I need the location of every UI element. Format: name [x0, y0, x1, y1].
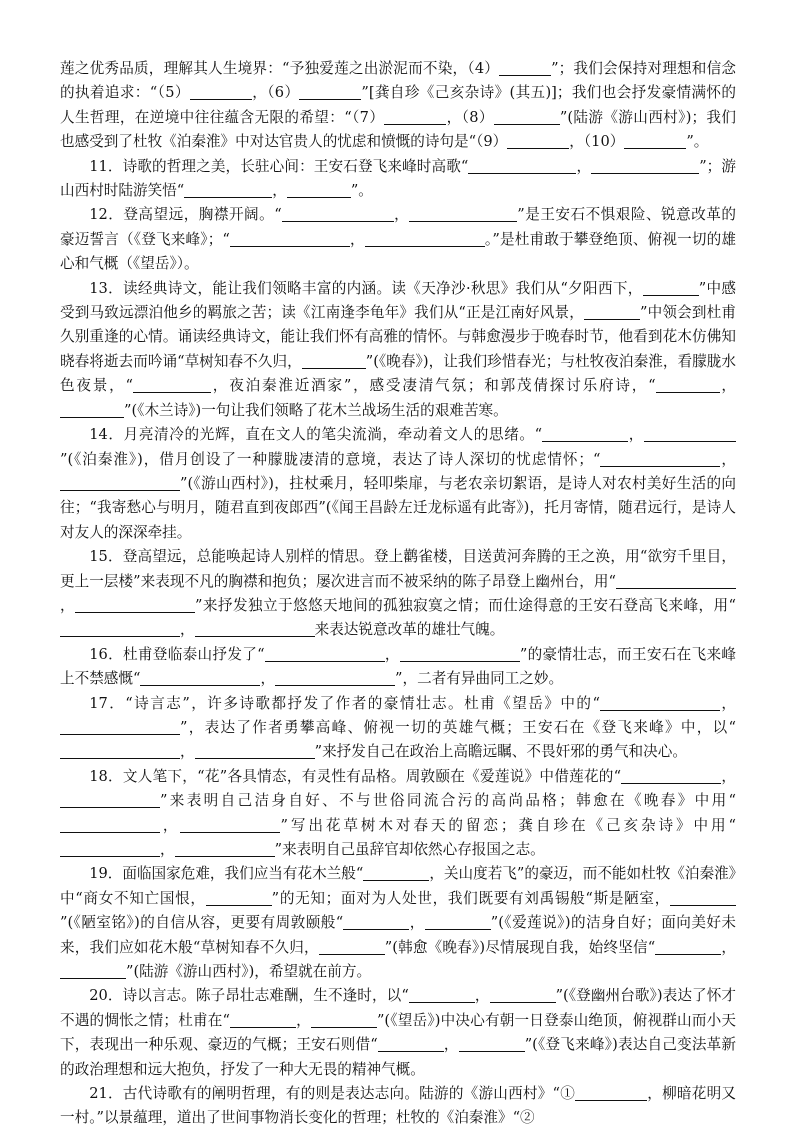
question-text: ”来表明自己洁身自好、不与世俗同流合污的高尚品格；韩愈在《晚春》中用“	[160, 792, 736, 810]
answer-blank[interactable]	[75, 597, 195, 613]
question-paragraph-p16	[60, 643, 736, 692]
answer-blank[interactable]	[60, 793, 160, 809]
answer-blank[interactable]	[190, 85, 252, 101]
answer-blank[interactable]	[616, 573, 736, 589]
answer-blank[interactable]	[175, 841, 275, 857]
question-text: ”写出花草树木对春天的留恋；龚自珍在《己亥杂诗》中用“	[280, 816, 736, 834]
answer-blank[interactable]	[425, 915, 491, 931]
question-text: ”。	[686, 133, 709, 151]
question-text: ”中领会到杜甫久别重逢的心情。诵读经典诗文，能让我们怀有高雅的情怀。与韩愈漫步于晚春时节，他看到花木仿佛知晓春将逝去而吟诵“草树知春不久归，	[60, 304, 736, 370]
question-paragraph-p18	[60, 765, 736, 863]
question-text: 来表达锐意改革的雄壮气魄。	[314, 621, 505, 639]
question-text: ”(《望岳》)中决心有朝一日登泰山绝顶，俯视群山而小天下，表现出一种乐观、豪迈的气概；王安石则借“	[60, 1011, 736, 1054]
answer-blank[interactable]	[287, 182, 351, 198]
question-text: 19．面临国家危难，我们应当有花木兰般“	[89, 865, 364, 883]
answer-blank[interactable]	[60, 744, 180, 760]
answer-blank[interactable]	[459, 1037, 525, 1053]
answer-blank[interactable]	[230, 231, 350, 247]
answer-blank[interactable]	[507, 134, 569, 150]
answer-blank[interactable]	[319, 939, 385, 955]
question-text: ”(陆游《游山西村》)，希望就在前方。	[126, 963, 372, 981]
question-text: 18．文人笔下，“花”各具情态，有灵性有品格。周敦颐在《爱莲说》中借莲花的“	[89, 767, 622, 785]
question-text: 14．月亮清冷的光辉，直在文人的笔尖流淌，牵动着文人的思绪。“	[89, 426, 543, 444]
answer-blank[interactable]	[468, 158, 576, 174]
answer-blank[interactable]	[621, 768, 721, 784]
question-text: ，	[295, 1011, 311, 1029]
question-paragraph-p10	[60, 57, 736, 155]
answer-blank[interactable]	[655, 939, 721, 955]
answer-blank[interactable]	[60, 963, 126, 979]
question-text: 11．诗歌的哲理之美，长驻心间：王安石登飞来峰时高歌“	[89, 157, 469, 175]
question-text: ，	[409, 914, 425, 932]
answer-blank[interactable]	[343, 915, 409, 931]
question-text: ”(陆游《游山西村》)；我们也感受到了杜牧《泊秦淮》中对达官贵人的忧虑和愤慨的诗句是“（9）	[60, 108, 736, 151]
answer-blank[interactable]	[584, 304, 640, 320]
answer-blank[interactable]	[384, 109, 446, 125]
answer-blank[interactable]	[60, 622, 180, 638]
answer-blank[interactable]	[60, 841, 160, 857]
question-text: ”(《晚春》)，让我们珍惜春光；与杜牧夜泊秦淮，看朦胧水色夜景，“	[60, 352, 736, 395]
question-text: 。”是杜甫敢于攀登绝顶、俯视一切的雄心和气概（《望岳》）。	[60, 230, 736, 273]
question-text: ”，表达了作者勇攀高峰、俯视一切的英雄气概；王安石在《登飞来峰》中，以“	[180, 718, 736, 736]
question-text: ”中感受到马致远漂泊他乡的羁旅之苦；读《江南逢李龟年》我们从“正是江南好风景，	[60, 279, 736, 322]
question-text: ，	[721, 767, 736, 785]
answer-blank[interactable]	[365, 231, 485, 247]
answer-blank[interactable]	[311, 1012, 377, 1028]
question-text: ”的豪情壮志，而王安石在飞来峰上不禁感慨“	[60, 645, 736, 688]
question-text: ”(《泊秦淮》)，借月创设了一种朦胧凄清的意境，表达了诗人深切的忧虑情怀；“	[60, 450, 601, 468]
answer-blank[interactable]	[275, 671, 395, 687]
question-text: ，（6）	[251, 84, 300, 102]
answer-blank[interactable]	[575, 1085, 647, 1101]
answer-blank[interactable]	[494, 109, 560, 125]
question-text: ，	[719, 694, 736, 712]
question-text: ，夜泊秦淮近酒家”，感受凄清气氛；和郭茂倩探讨乐府诗，“	[211, 377, 656, 395]
answer-blank[interactable]	[133, 378, 211, 394]
answer-blank[interactable]	[643, 280, 699, 296]
question-text: ，	[180, 743, 195, 761]
answer-blank[interactable]	[600, 451, 720, 467]
answer-blank[interactable]	[490, 988, 556, 1004]
question-text: ，	[720, 450, 736, 468]
question-text: ，	[384, 645, 400, 663]
answer-blank[interactable]	[499, 60, 551, 76]
question-text: ”(《登幽州台歌》)表达了怀才不遇的惆怅之情；杜甫在“	[60, 987, 736, 1029]
answer-blank[interactable]	[600, 695, 720, 711]
question-text: ，关山度若飞”的豪迈，而不能如杜牧《泊秦淮》中“商女不知亡国恨，	[60, 865, 736, 907]
answer-blank[interactable]	[400, 646, 520, 662]
question-text: ，（10）	[569, 133, 625, 151]
question-text: ”(《登飞来峰》)表达自己变法革新的政治理想和远大抱负，抒发了一种大无畏的精神气概。	[60, 1036, 737, 1078]
question-text: 17．“诗言志”，许多诗歌都抒发了作者的豪情壮志。杜甫《望岳》中的“	[89, 694, 600, 712]
question-paragraph-p20	[60, 984, 736, 1082]
answer-blank[interactable]	[180, 817, 280, 833]
question-paragraph-p14	[60, 423, 736, 545]
answer-blank[interactable]	[206, 890, 272, 906]
question-text: ”是王安石不惧艰险、锐意改革的豪迈誓言（《登飞来峰》；“	[60, 206, 736, 248]
answer-blank[interactable]	[60, 719, 180, 735]
question-text: ，	[628, 426, 644, 444]
question-text: ”(韩愈《晚春》)尽情展现自我，始终坚信“	[384, 938, 656, 956]
question-text: 13．读经典诗文，能让我们领略丰富的内涵。读《天净沙·秋思》我们从“夕阳西下，	[89, 279, 643, 297]
question-text: 莲之优秀品质，理解其人生境界：“予独爱莲之出淤泥而不染，（4）	[60, 60, 500, 77]
question-text: ”[龚自珍《己亥杂诗》(其五)]；我们也会抒发豪情满怀的人生哲理，在逆境中往往蕴含无限的希望：“（7）	[60, 84, 736, 126]
answer-blank[interactable]	[644, 427, 736, 443]
question-paragraph-p19	[60, 862, 736, 984]
question-paragraph-p15	[60, 545, 736, 643]
question-text: ”来抒发自己在政治上高瞻远瞩、不畏奸邪的勇气和决心。	[314, 743, 687, 761]
question-text: ”(《爱莲说》)的洁身自好；面向美好未来，我们应如花木般“草树知春不久归，	[60, 914, 736, 956]
worksheet-page	[60, 57, 736, 1131]
question-text: ，	[180, 621, 195, 639]
question-text: ”的无知；面对为人处世，我们既要有刘禹锡般“斯是陋室，	[271, 889, 670, 907]
question-paragraph-p13	[60, 277, 736, 423]
question-text: ”(《木兰诗》)一句让我们领略了花木兰战场生活的艰难苦寒。	[124, 401, 508, 419]
question-text: ，	[443, 1036, 459, 1054]
question-text: ，	[474, 987, 490, 1005]
answer-blank[interactable]	[409, 207, 517, 223]
answer-blank[interactable]	[670, 890, 736, 906]
question-text: 20．诗以言志。陈子昂壮志难酬，生不逢时，以“	[89, 987, 409, 1005]
question-text: ，	[272, 182, 287, 200]
question-text: ”；游山西村时陆游笑悟“	[60, 157, 736, 200]
answer-blank[interactable]	[624, 134, 686, 150]
question-paragraph-p17	[60, 692, 736, 765]
question-text: ，（8）	[446, 108, 494, 126]
question-text: ，柳暗花明又一村。”以景蕴理，道出了世间事物消长变化的哲理；杜牧的《泊秦淮》“②	[60, 1085, 736, 1127]
answer-blank[interactable]	[378, 1037, 444, 1053]
question-text: ，	[160, 841, 175, 858]
answer-blank[interactable]	[195, 622, 315, 638]
question-text: ，	[393, 206, 410, 224]
question-paragraph-p12	[60, 203, 736, 276]
answer-blank[interactable]	[363, 866, 429, 882]
question-text: ”，二者有异曲同工之妙。	[395, 670, 564, 688]
answer-blank[interactable]	[265, 646, 385, 662]
answer-blank[interactable]	[230, 1012, 296, 1028]
answer-blank[interactable]	[591, 158, 699, 174]
answer-blank[interactable]	[60, 817, 160, 833]
answer-blank[interactable]	[60, 475, 180, 491]
answer-blank[interactable]	[302, 353, 366, 369]
question-paragraph-p21	[60, 1082, 736, 1131]
answer-blank[interactable]	[656, 378, 720, 394]
answer-blank[interactable]	[60, 402, 124, 418]
question-text: ，	[60, 596, 76, 614]
question-text: ”(《陋室铭》)的自信从容，更要有周敦颐般“	[60, 914, 344, 932]
question-text: 15．登高望远，总能唤起诗人别样的情思。登上鹳雀楼，目送黄河奔腾的王之涣，用“欲穷千里目，更上一层楼”来表现不凡的胸襟和抱负；屡次进言而不被采纳的陈子昂登上幽州台，用“	[60, 548, 736, 590]
answer-blank[interactable]	[299, 85, 361, 101]
question-text: ，	[349, 230, 365, 248]
answer-blank[interactable]	[542, 427, 628, 443]
answer-blank[interactable]	[140, 671, 260, 687]
answer-blank[interactable]	[282, 207, 394, 223]
question-text: 21．古代诗歌有的阐明哲理，有的则是表达志向。陆游的《游山西村》“①	[89, 1085, 576, 1103]
question-paragraph-p11	[60, 155, 736, 204]
question-text: ”。	[350, 182, 373, 200]
question-text: ，	[160, 816, 181, 834]
question-text: ”来抒发独立于悠悠天地间的孤独寂寞之情；而仕途得意的王安石登高飞来峰，用“	[195, 596, 736, 614]
question-text: ，	[721, 938, 736, 956]
answer-blank[interactable]	[184, 182, 272, 198]
question-text: ”来表明自己虽辞官却依然心存报国之志。	[274, 841, 545, 858]
question-text: ，	[260, 670, 276, 688]
answer-blank[interactable]	[195, 744, 315, 760]
answer-blank[interactable]	[409, 988, 475, 1004]
question-text: 16．杜甫登临泰山抒发了“	[89, 645, 265, 663]
question-text: ”(《游山西村》)，拄杖乘月，轻叩柴扉，与老农亲切絮语，是诗人对农村美好生活的向往；“我寄愁心与明月，随君直到夜郎西”(《闻王昌龄左迁龙标遥有此寄》)，托月寄情，随君远行，是诗人对友人的深深牵挂。	[60, 474, 736, 541]
question-text: 12．登高望远，胸襟开阔。“	[89, 206, 282, 224]
question-text: ，	[719, 377, 736, 395]
question-text: ”；我们会保持对理想和信念的执着追求：“（5）	[60, 60, 736, 102]
question-text: ，	[576, 157, 592, 175]
